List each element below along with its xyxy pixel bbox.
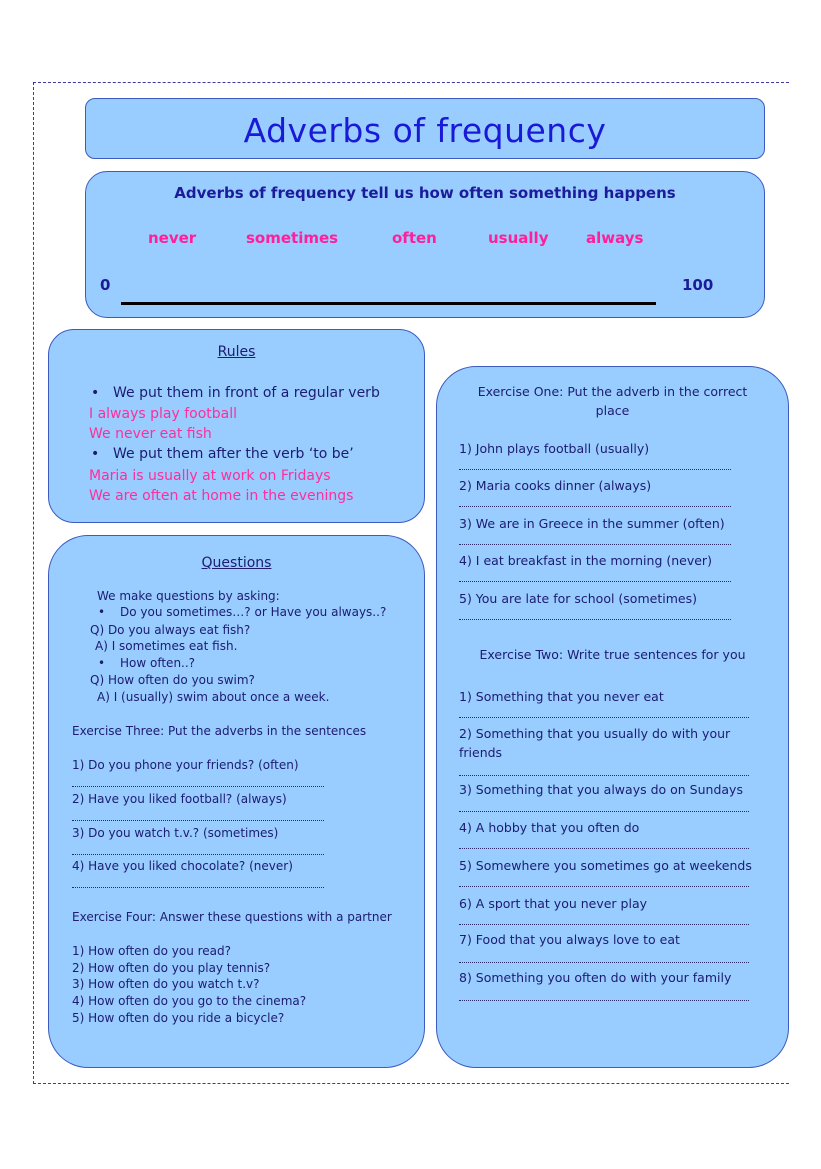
- exercise-one-item: 5) You are late for school (sometimes): [459, 591, 697, 606]
- page-title: Adverbs of frequency: [243, 111, 607, 150]
- rules-example-3: Maria is usually at work on Fridays: [89, 468, 331, 484]
- exercise-two-item: 5) Somewhere you sometimes go at weekends: [459, 858, 752, 873]
- answer-line[interactable]: [459, 886, 749, 887]
- rules-example-1: I always play football: [89, 406, 237, 422]
- rules-bullet-1: • We put them in front of a regular verb: [113, 385, 380, 401]
- exercise-two-item: 8) Something you often do with your family: [459, 970, 732, 985]
- exercise-one-item: 2) Maria cooks dinner (always): [459, 478, 652, 493]
- answer-line[interactable]: [459, 848, 749, 849]
- exercise-one-item: 4) I eat breakfast in the morning (never): [459, 553, 712, 568]
- exercise-two-heading: Exercise Two: Write true sentences for you: [479, 647, 746, 662]
- scale-line: [121, 302, 656, 305]
- questions-bullet-2: • How often..?: [120, 656, 195, 670]
- exercise-two-item: 7) Food that you always love to eat: [459, 932, 680, 947]
- exercise-three-item: 1) Do you phone your friends? (often): [72, 758, 299, 772]
- exercise-four-item: 1) How often do you read?: [72, 944, 232, 958]
- answer-line[interactable]: [459, 717, 749, 718]
- rules-box: [48, 329, 425, 523]
- exercise-three-heading: Exercise Three: Put the adverbs in the sentences: [72, 724, 367, 738]
- exercise-four-item: 4) How often do you go to the cinema?: [72, 994, 307, 1008]
- exercise-four-item: 2) How often do you play tennis?: [72, 961, 271, 975]
- exercise-four-heading: Exercise Four: Answer these questions with a partner: [72, 910, 392, 924]
- exercise-one-item: 3) We are in Greece in the summer (often): [459, 516, 725, 531]
- exercise-four-item: 3) How often do you watch t.v?: [72, 977, 260, 991]
- title-box: [85, 98, 765, 159]
- exercise-one-item: 1) John plays football (usually): [459, 441, 650, 456]
- questions-box: [48, 535, 425, 1068]
- exercise-two-item-cont: friends: [459, 745, 503, 760]
- exercise-two-item: 1) Something that you never eat: [459, 689, 664, 704]
- question-2: Q) How often do you swim?: [90, 673, 255, 687]
- answer-line[interactable]: [459, 544, 731, 545]
- question-1: Q) Do you always eat fish?: [90, 623, 251, 637]
- exercise-two-item: 3) Something that you always do on Sundays: [459, 782, 743, 797]
- answer-line[interactable]: [459, 1000, 749, 1001]
- answer-line[interactable]: [459, 469, 731, 470]
- questions-heading: Questions: [201, 555, 272, 571]
- exercise-two-item: 6) A sport that you never play: [459, 896, 648, 911]
- scale-description: Adverbs of frequency tell us how often something happens: [174, 184, 676, 202]
- answer-line[interactable]: [459, 962, 749, 963]
- exercise-three-item: 2) Have you liked football? (always): [72, 792, 287, 806]
- adverb-never: never: [148, 229, 197, 247]
- answer-line[interactable]: [459, 811, 749, 812]
- rules-heading: Rules: [217, 344, 256, 360]
- exercise-four-item: 5) How often do you ride a bicycle?: [72, 1011, 285, 1025]
- answer-line[interactable]: [459, 775, 749, 776]
- scale-min-label: 0: [100, 276, 111, 294]
- exercise-two-item: 2) Something that you usually do with your: [459, 726, 731, 741]
- rules-example-4: We are often at home in the evenings: [89, 488, 354, 504]
- exercise-three-item: 3) Do you watch t.v.? (sometimes): [72, 826, 279, 840]
- answer-line[interactable]: [72, 820, 324, 821]
- adverb-often: often: [392, 229, 437, 247]
- scale-max-label: 100: [682, 276, 714, 294]
- answer-line[interactable]: [459, 924, 749, 925]
- exercise-one-heading: Exercise One: Put the adverb in the correct: [477, 384, 748, 399]
- answer-line[interactable]: [72, 786, 324, 787]
- rules-bullet-2: • We put them after the verb ‘to be’: [113, 446, 354, 462]
- answer-1: A) I sometimes eat fish.: [95, 639, 238, 653]
- questions-intro: We make questions by asking:: [97, 589, 280, 603]
- answer-line[interactable]: [459, 619, 731, 620]
- exercise-three-item: 4) Have you liked chocolate? (never): [72, 859, 293, 873]
- answer-line[interactable]: [72, 887, 324, 888]
- answer-line[interactable]: [459, 581, 731, 582]
- adverb-sometimes: sometimes: [246, 229, 339, 247]
- exercise-one-heading-cont: place: [595, 403, 630, 418]
- exercises-box: [436, 366, 789, 1068]
- adverb-always: always: [586, 229, 644, 247]
- rules-example-2: We never eat fish: [89, 426, 212, 442]
- questions-bullet-1: • Do you sometimes…? or Have you always..?: [120, 605, 386, 619]
- answer-line[interactable]: [459, 506, 731, 507]
- exercise-two-item: 4) A hobby that you often do: [459, 820, 640, 835]
- adverb-usually: usually: [488, 229, 549, 247]
- frequency-scale-box: [85, 171, 765, 318]
- answer-line[interactable]: [72, 854, 324, 855]
- answer-2: A) I (usually) swim about once a week.: [97, 690, 330, 704]
